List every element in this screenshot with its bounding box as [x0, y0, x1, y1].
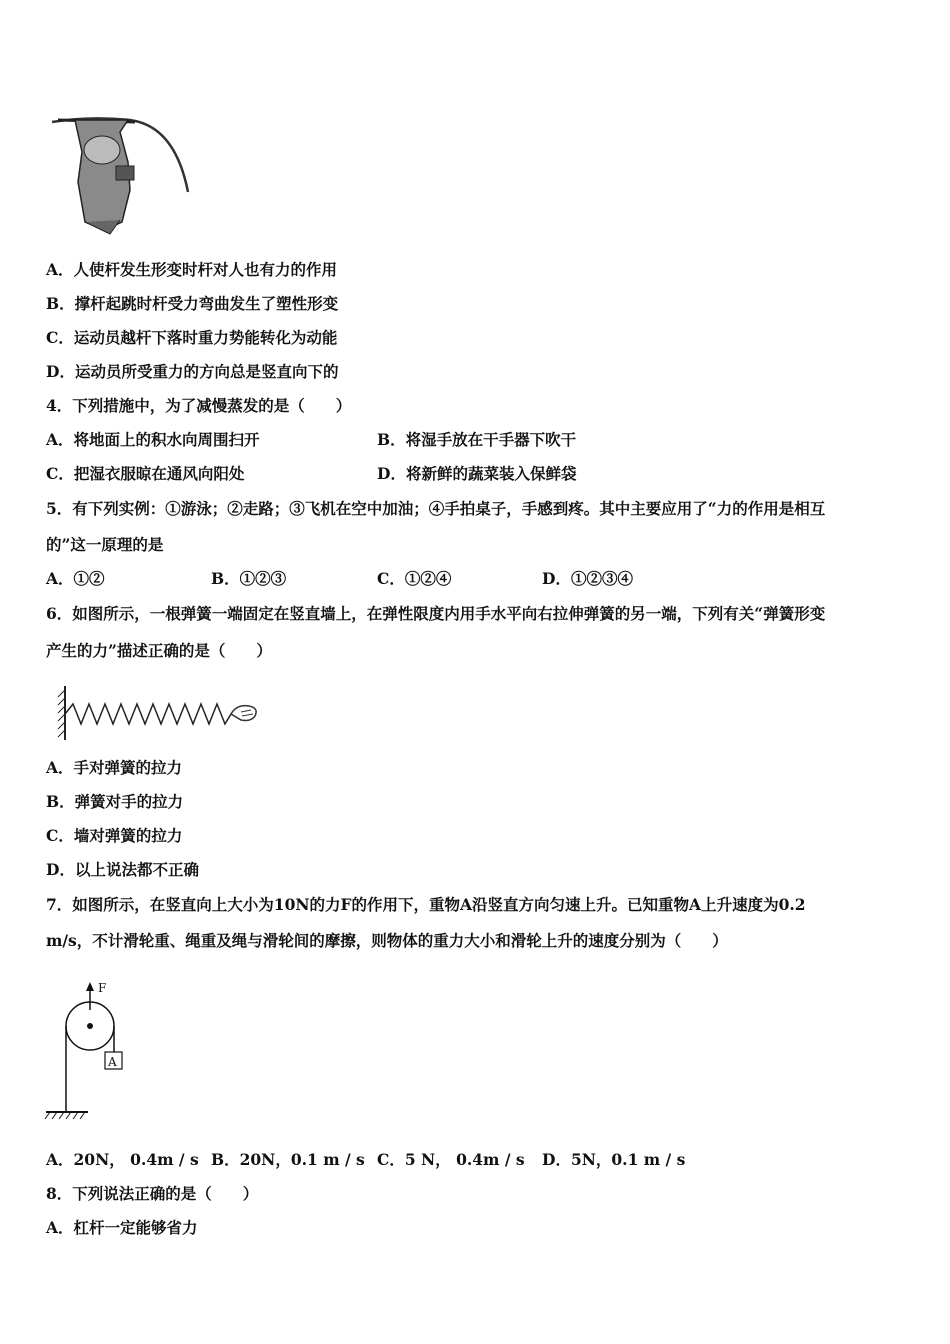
q4-row-1: [46, 430, 577, 450]
q7-stem-line1: 7．如图所示，在竖直向上大小为10N的力F的作用下，重物A沿竖直方向匀速上升。已知重物A上升速度为0.2: [46, 895, 806, 914]
q7-option-a: A．20N， 0.4m / s: [46, 1150, 199, 1169]
q5-option-d: D．①②③④: [542, 569, 633, 588]
weight-label: A: [108, 1055, 117, 1069]
q4-option-d: D．将新鲜的蔬菜装入保鲜袋: [377, 464, 577, 483]
q6-option-d: D．以上说法都不正确: [46, 860, 199, 879]
q4-option-b: B．将湿手放在干手器下吹干: [377, 430, 577, 449]
q8-stem: 8．下列说法正确的是（ ）: [46, 1184, 259, 1203]
q5-stem-line1: 5．有下列实例：①游泳；②走路；③飞机在空中加油；④手拍桌子，手感到疼。其中主要应用了“力的作用是相互: [46, 499, 826, 518]
q7-option-b: B．20N，0.1 m / s: [211, 1150, 365, 1169]
force-label: F: [98, 981, 107, 995]
q5-stem-line2: 的”这一原理的是: [46, 535, 164, 554]
spring-figure: [55, 684, 265, 744]
pole-vault-figure: [50, 112, 195, 242]
q6-stem-line1: 6．如图所示，一根弹簧一端固定在竖直墙上，在弹性限度内用手水平向右拉伸弹簧的另一端，下列有关“弹簧形变: [46, 604, 826, 623]
q7-option-d: D．5N，0.1 m / s: [542, 1150, 686, 1169]
q7-stem-line2: m/s，不计滑轮重、绳重及绳与滑轮间的摩擦，则物体的重力大小和滑轮上升的速度分别为（ ）: [46, 931, 728, 950]
q6-stem-line2: 产生的力”描述正确的是（ ）: [46, 641, 272, 660]
q3-option-b: B．撑杆起跳时杆受力弯曲发生了塑性形变: [46, 294, 339, 313]
q6-option-a: A．手对弹簧的拉力: [46, 758, 183, 777]
q7-option-c: C．5 N， 0.4m / s: [377, 1150, 525, 1169]
q8-option-a: A．杠杆一定能够省力: [46, 1218, 198, 1237]
q4-option-c: C．把湿衣服晾在通风向阳处: [46, 464, 245, 483]
q5-option-a: A．①②: [46, 569, 105, 588]
q4-option-a: A．将地面上的积水向周围扫开: [46, 430, 260, 449]
q4-stem: 4．下列措施中，为了减慢蒸发的是（ ）: [46, 396, 352, 415]
q5-option-b: B．①②③: [211, 569, 287, 588]
q6-option-b: B．弹簧对手的拉力: [46, 792, 184, 811]
q4-row-2: [46, 464, 577, 484]
q5-option-c: C．①②④: [377, 569, 452, 588]
q6-option-c: C．墙对弹簧的拉力: [46, 826, 183, 845]
q3-option-a: A．人使杆发生形变时杆对人也有力的作用: [46, 260, 338, 279]
q3-option-d: D．运动员所受重力的方向总是竖直向下的: [46, 362, 339, 381]
pulley-figure: [44, 978, 134, 1128]
q3-option-c: C．运动员越杆下落时重力势能转化为动能: [46, 328, 338, 347]
